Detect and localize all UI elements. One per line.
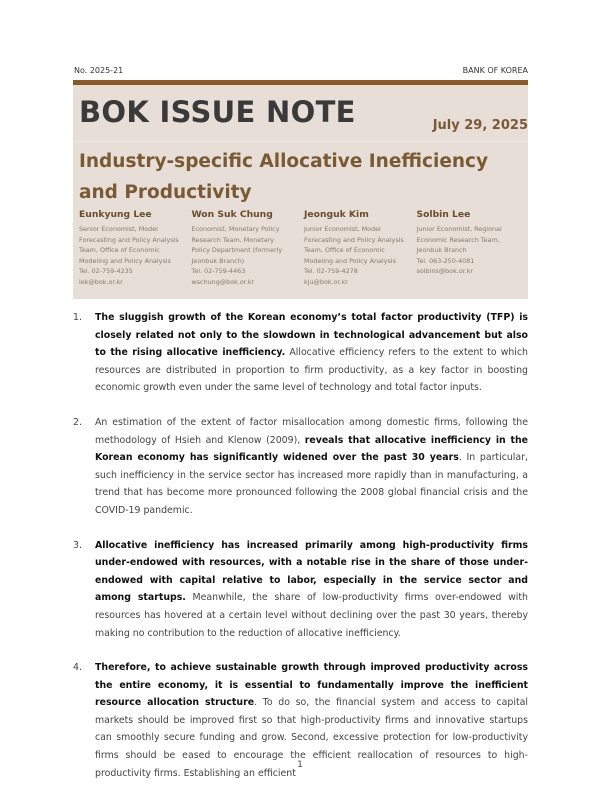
author-detail: Modeling and Policy Analysis [79, 256, 171, 265]
author-detail: Team, Office of Economic [79, 246, 160, 255]
author-detail: Forecasting and Policy Analysis [79, 235, 179, 244]
top-line [74, 66, 528, 78]
paragraph-number: 4. [73, 662, 82, 674]
author-card [192, 209, 305, 288]
author-detail: Senior Economist, Model [79, 225, 158, 233]
paragraph-lead: Therefore, to achieve sustainable growth through improved productivity across the entire economy, it is essential to fundamentally improve the inefficient resource allocation structure [95, 662, 528, 709]
author-email[interactable]: wschung@bok.or.kr [191, 277, 255, 286]
author-phone: Tel. 02-759-4235 [79, 267, 133, 276]
author-detail: Policy Department (formerly [191, 246, 283, 255]
author-phone: Tel. 02-759-4278 [304, 267, 358, 276]
summary-paragraph-3 [73, 537, 528, 643]
author-detail: Research Team, Monetary [191, 235, 275, 244]
paragraph-number: 1. [73, 312, 82, 323]
author-detail: Team, Office of Economic [304, 246, 385, 255]
author-detail: Jeonbuk Branch) [191, 256, 245, 265]
summary-paragraph-1 [73, 309, 528, 397]
paragraph-text: Allocative efficiency refers to the extent to which resources are distributed in proportion to firm productivity, as a key factor in boosting economic growth even under the same level of technology and total factor inputs. [95, 347, 529, 394]
author-name: Won Suk Chung [191, 209, 273, 220]
author-card [417, 209, 530, 288]
paragraph-text: Meanwhile, the share of low-productivity firms over-endowed with resources has hovered at a certain level without declining over the past 30 years, thereby making no contribution to the reduction of allocative inefficiency. [95, 592, 528, 639]
series-title: BOK ISSUE NOTE [79, 95, 356, 129]
author-phone: Tel. 02-759-4463 [191, 267, 246, 276]
author-name: Eunkyung Lee [79, 209, 152, 220]
document-title: Industry-specific Allocative Inefficiency and Productivity [79, 151, 489, 203]
author-detail: Economist, Monetary Policy [191, 225, 280, 233]
author-card [79, 209, 192, 288]
author-name: Solbin Lee [416, 209, 471, 220]
author-email[interactable]: lek@bok.or.kr [79, 277, 123, 286]
issue-number: No. 2025-21 [74, 66, 124, 75]
paragraph-lead: The sluggish growth of the Korean economy’s total factor productivity (TFP) is closely related not only to the slowdown in technological advancement but also to the rising allocative inefficiency. [95, 312, 528, 359]
page-number: 1 [297, 760, 303, 770]
summary-paragraph-2 [73, 414, 528, 520]
publication-date: July 29, 2025 [432, 118, 528, 133]
author-detail: Jeonbuk Branch [416, 246, 467, 255]
header-divider [73, 141, 528, 142]
author-detail: Economic Research Team, [416, 235, 500, 244]
author-detail: Modeling and Policy Analysis [304, 256, 396, 265]
paragraph-text: . In particular, such inefficiency in the service sector has increased more rapidly than in manufacturing, a trend that has become more pronounced following the 2008 global financial crisis and the COVID-19 pandemic. [95, 452, 528, 516]
author-list [79, 209, 529, 288]
paragraph-highlight: reveals that allocative inefficiency in the Korean economy has significantly widened over the past 30 years [95, 434, 529, 464]
publisher-name: BANK OF KOREA [462, 66, 528, 75]
author-detail: Junior Economist, Regional [416, 225, 502, 233]
header-box [73, 85, 528, 299]
author-email[interactable]: solbins@bok.or.kr [416, 267, 474, 276]
author-name: Jeonguk Kim [304, 209, 369, 220]
paragraph-text: An estimation of the extent of factor misallocation among domestic firms, following the methodology of Hsieh and Klenow (2009), [95, 416, 528, 446]
author-phone: Tel. 063-250-4081 [416, 256, 475, 265]
author-detail: Junior Economist, Model [304, 225, 381, 233]
paragraph-number: 2. [73, 416, 82, 428]
author-card [304, 209, 417, 288]
paragraph-number: 3. [73, 539, 82, 551]
author-email[interactable]: kju@bok.or.kr [304, 277, 348, 286]
paragraph-text: . To do so, the financial system and access to capital markets should be improved first so that high-productivity firms and innovative startups can smoothly secure funding and grow. Second, excessive protection for low-productivity firms should be eased to encourage the efficient reallocation of resources to high-productivity firms. Establishing an efficient [95, 697, 528, 779]
document-body [73, 309, 528, 799]
paragraph-lead: Allocative inefficiency has increased primarily among high-productivity firms under-endowed with resources, with a notable rise in the share of those under-endowed with capital relative to labor, especially in the service sector and among startups. [95, 539, 528, 604]
author-detail: Forecasting and Policy Analysis [304, 235, 404, 244]
